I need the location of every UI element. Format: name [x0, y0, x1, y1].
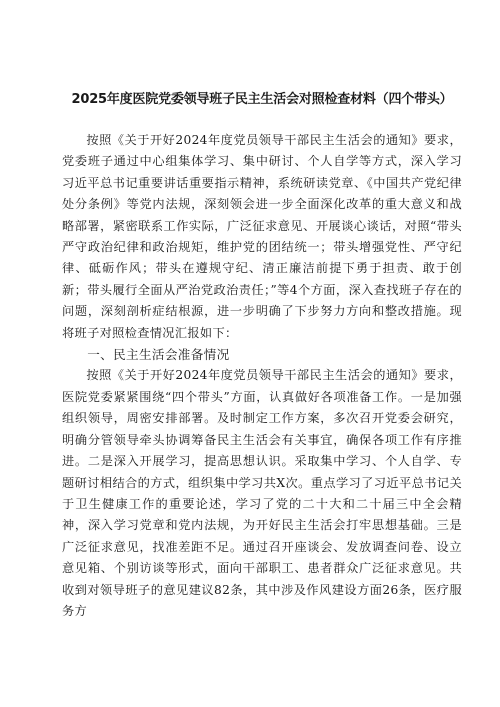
intro-paragraph: 按照《关于开好2024年度党员领导干部民主生活会的通知》要求，党委班子通过中心组集体学习、集中研讨、个人自学等方式，深入学习习近平总书记重要讲话重要指示精神，系统研读党章、《中国共产党纪律处分条例》等党内法规，深刻领会进一步全面深化改革的重大意义和战略部署，紧密联系工作实际，广泛征求意见、开展谈心谈话，对照“带头严守政治纪律和政治规矩，维护党的团结统一；带头增强党性、严守纪律、砥砺作风；带头在遵规守纪、清正廉洁前提下勇于担责、敢于创新；带头履行全面从严治党政治责任；”等4个方面，深入查找班子存在的问题，深刻剖析症结根源，进一步明确了下步努力方向和整改措施。现将班子对照检查情况汇报如下：	[62, 133, 462, 340]
document-body	[62, 130, 462, 622]
section-heading: 一、民主生活会准备情况	[87, 347, 230, 363]
preparation-paragraph: 按照《关于开好2024年度党员领导干部民主生活会的通知》要求，医院党委紧紧围绕“四个带头”方面，认真做好各项准备工作。一是加强组织领导，周密安排部署。及时制定工作方案，多次召开党委会研究，明确分管领导牵头协调筹备民主生活会有关事宜，确保各项工作有序推进。二是深入开展学习，提高思想认识。采取集中学习、个人自学、专题研讨相结合的方式，组织集中学习共X次。重点学习了习近平总书记关于卫生健康工作的重要论述，学习了党的二十大和二十届三中全会精神，深入学习党章和党内法规，为开好民主生活会打牢思想基础。三是广泛征求意见，找准差距不足。通过召开座谈会、发放调查问卷、设立意见箱、个别访谈等形式，面向干部职工、患者群众广泛征求意见。共收到对领导班子的意见建议82条，其中涉及作风建设方面26条，医疗服务方	[62, 368, 462, 618]
document-title: 2025年度医院党委领导班子民主生活会对照检查材料（四个带头）	[71, 92, 453, 107]
